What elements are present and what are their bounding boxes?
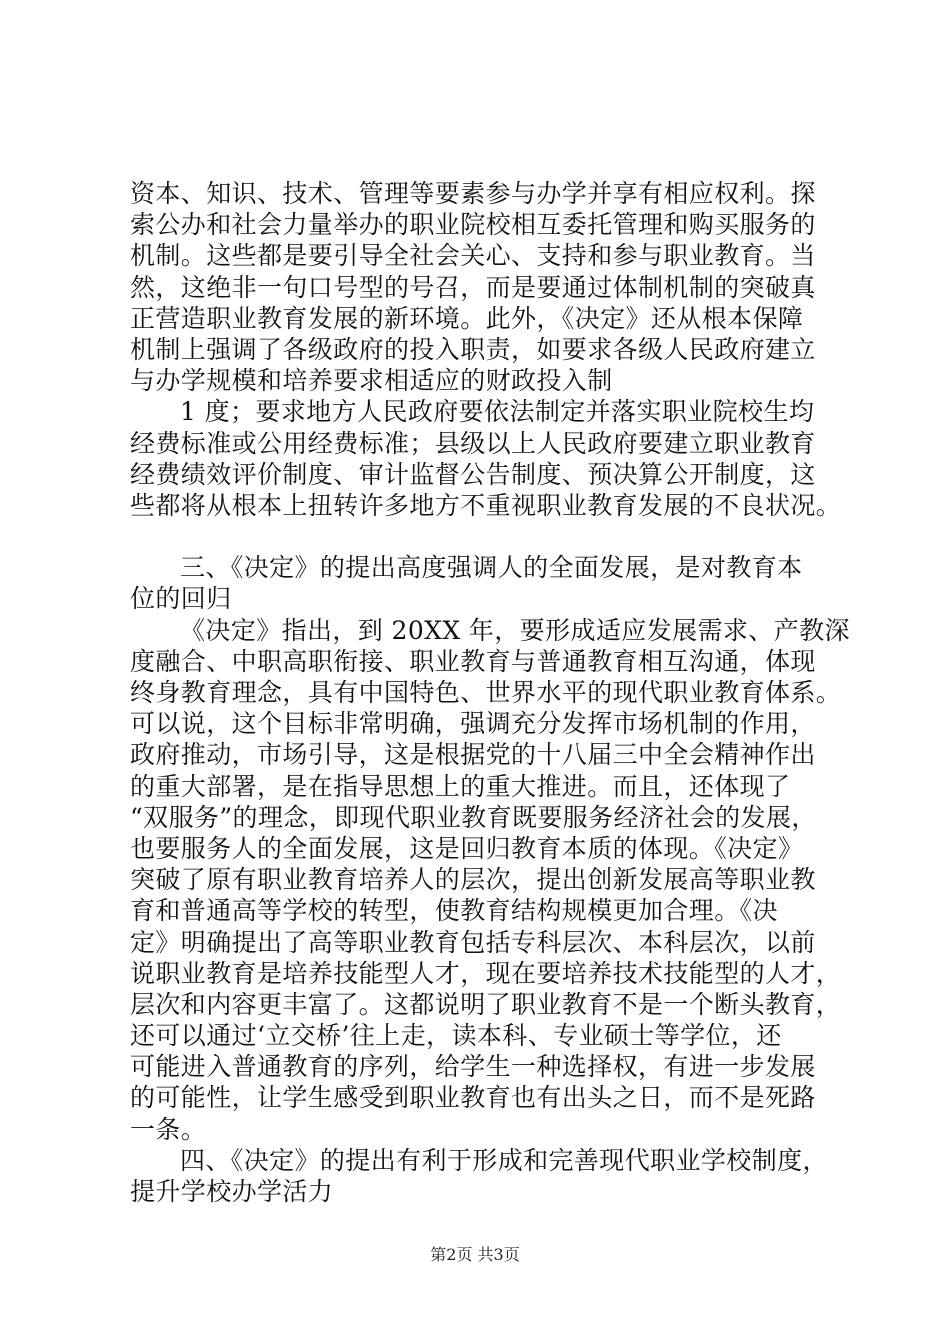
paragraph-line: 突破了原有职业教育培养人的层次，提出创新发展高等职业教 (130, 865, 816, 895)
paragraph-line: “双服务”的理念，即现代职业教育既要服务经济社会的发展， (130, 802, 817, 832)
section-heading-line: 提升学校办学活力 (130, 1177, 334, 1206)
paragraph-line: 度融合、中职高职衔接、职业教育与普通教育相互沟通，体现 (130, 646, 816, 676)
paragraph-line: 还可以通过‘立交桥’往上走，读本科、专业硕士等学位，还 (130, 1021, 782, 1051)
paragraph-line: 机制。这些都是要引导全社会关心、支持和参与职业教育。当 (130, 241, 816, 271)
paragraph-line: 些都将从根本上扭转许多地方不重视职业教育发展的不良状况。 (130, 490, 842, 520)
paragraph-line: 机制上强调了各级政府的投入职责，如要求各级人民政府建立 (130, 334, 816, 364)
paragraph-line: 的重大部署，是在指导思想上的重大推进。而且，还体现了 (130, 771, 791, 801)
paragraph-line: 一条。 (130, 1114, 207, 1144)
section-heading-line: 四、《决定》的提出有利于形成和完善现代职业学校制度， (180, 1145, 828, 1175)
paragraph-line: 与办学规模和培养要求相适应的财政投入制 (130, 366, 613, 396)
paragraph-line: 可以说，这个目标非常明确，强调充分发挥市场机制的作用， (130, 709, 816, 739)
paragraph-line: 层次和内容更丰富了。这都说明了职业教育不是一个断头教育， (130, 989, 842, 1019)
paragraph-line: 《决定》指出，到 20XX 年，要形成适应发展需求、产教深 (180, 615, 850, 645)
document-body (130, 178, 850, 1207)
paragraph-line: 定》明确提出了高等职业教育包括专科层次、本科层次，以前 (130, 927, 816, 957)
paragraph-line: 终身教育理念，具有中国特色、世界水平的现代职业教育体系。 (130, 678, 842, 707)
paragraph-line: 政府推动，市场引导，这是根据党的十八届三中全会精神作出 (130, 740, 816, 770)
paragraph-line: 可能进入普通教育的序列，给学生一种选择权，有进一步发展 (130, 1052, 816, 1082)
section-heading-line: 三、《决定》的提出高度强调人的全面发展，是对教育本 (180, 553, 803, 583)
page-number-footer: 第2页 共3页 (430, 1245, 520, 1264)
paragraph-line: 然，这绝非一句口号型的号召，而是要通过体制机制的突破真 (130, 272, 816, 302)
paragraph-line: 资本、知识、技术、管理等要素参与办学并享有相应权利。探 (130, 179, 816, 208)
paragraph-gap (130, 521, 850, 552)
paragraph-line: 正营造职业教育发展的新环境。此外，《决定》还从根本保障 (130, 303, 804, 333)
paragraph-line: 也要服务人的全面发展，这是回归教育本质的体现。《决定》 (130, 833, 804, 863)
paragraph-line: 经费绩效评价制度、审计监督公告制度、预决算公开制度，这 (130, 459, 816, 489)
paragraph-line: 经费标准或公用经费标准；县级以上人民政府要建立职业教育 (130, 428, 816, 458)
paragraph-line: 1 度；要求地方人民政府要依法制定并落实职业院校生均 (180, 397, 815, 427)
paragraph-line: 说职业教育是培养技能型人才，现在要培养技术技能型的人才， (130, 958, 842, 988)
paragraph-line: 索公办和社会力量举办的职业院校相互委托管理和购买服务的 (130, 210, 816, 240)
section-heading-line: 位的回归 (130, 584, 232, 614)
paragraph-line: 育和普通高等学校的转型，使教育结构规模更加合理。《决 (130, 896, 778, 926)
paragraph-line: 的可能性，让学生感受到职业教育也有出头之日，而不是死路 (130, 1083, 816, 1113)
